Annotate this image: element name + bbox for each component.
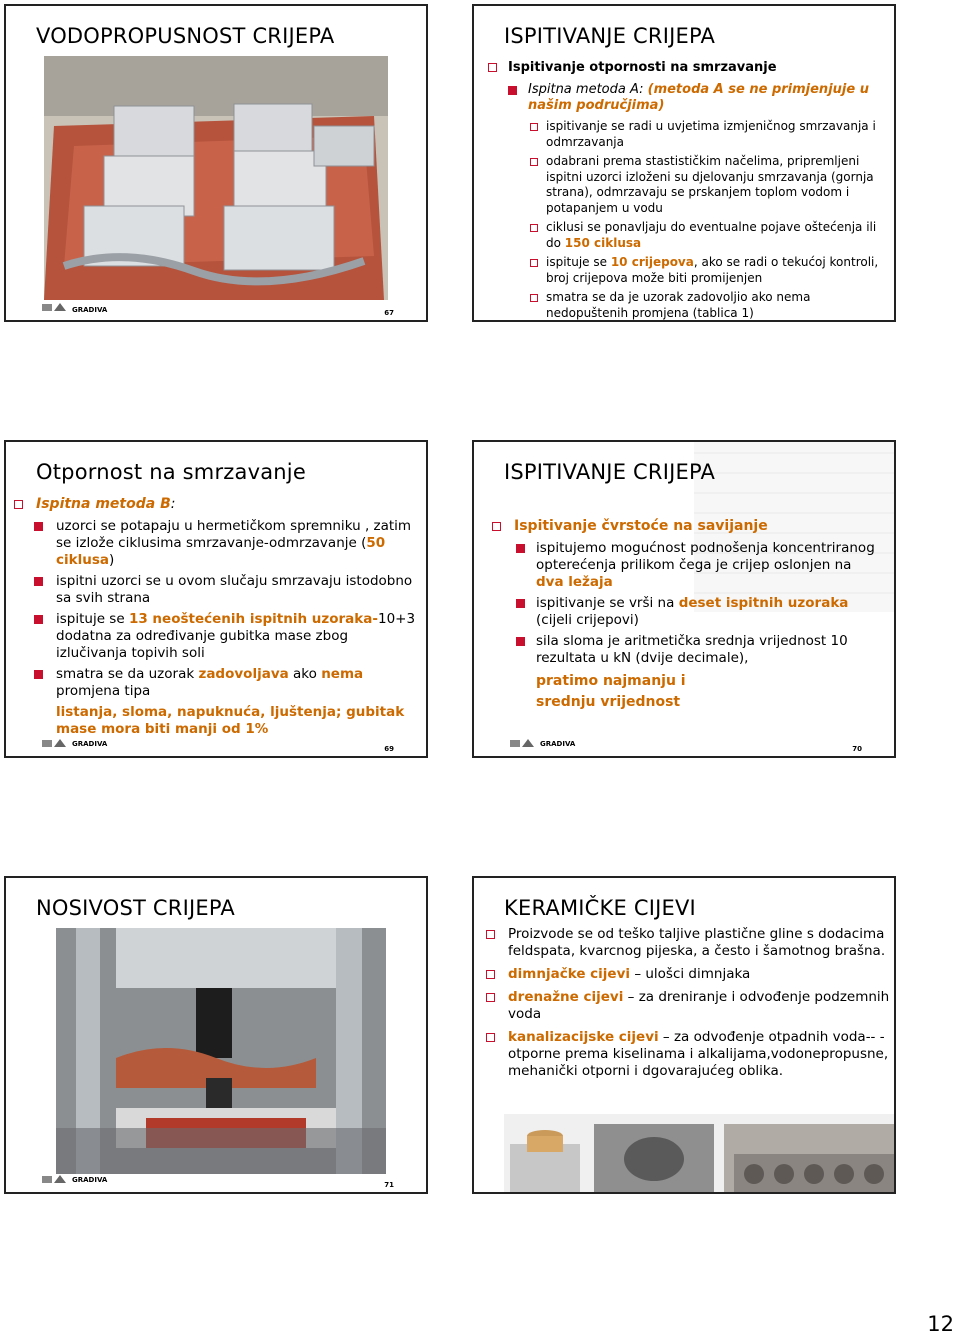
slide-67 bbox=[4, 4, 428, 322]
footer-label: GRADIVA bbox=[72, 1176, 108, 1184]
list-item: kanalizacijske cijevi – za odvođenje otpadnih voda-- -otporne prema kiselinama i alkalijama,vodonepropusne, mehanički otporni i dgovarajućeg oblika. bbox=[486, 1029, 896, 1080]
list-item: ispituje se 13 neoštećenih ispitnih uzoraka-10+3 dodatna za određivanje gubitka mase zbog izlučivanja topivih soli bbox=[34, 611, 419, 662]
list-item: pratimo najmanju i srednju vrijednost bbox=[536, 673, 686, 710]
list-item: Proizvode se od teško taljive plastične gline s dodacima feldspata, kvarcnog pijeska, a često i šamotnog brašna. bbox=[486, 926, 896, 960]
slide-71 bbox=[4, 876, 428, 1194]
list-item: ispitujemo mogućnost podnošenja koncentriranog opterećenja prilikom čega je crijep oslonjen na dva ležaja bbox=[516, 540, 876, 591]
list-item: sila sloma je aritmetička srednja vrijednost 10 rezultata u kN (dvije decimale), bbox=[516, 633, 876, 667]
page-number: 12 bbox=[927, 1312, 954, 1336]
method-b-heading: Ispitna metoda B: bbox=[14, 496, 175, 512]
square-bullet-icon bbox=[516, 637, 525, 646]
slide-title: ISPITIVANJE CRIJEPA bbox=[504, 460, 716, 484]
hollow-bullet-icon bbox=[530, 123, 538, 131]
hollow-bullet-icon bbox=[530, 158, 538, 166]
ceramic-pipes-photo bbox=[504, 1114, 896, 1194]
slide-title: VODOPROPUSNOST CRIJEPA bbox=[36, 24, 335, 48]
method-a-items bbox=[530, 119, 880, 321]
footer-label: GRADIVA bbox=[540, 740, 576, 748]
gradiva-logo-icon bbox=[42, 302, 68, 312]
slide-title: ISPITIVANJE CRIJEPA bbox=[504, 24, 716, 48]
slide-68 bbox=[472, 4, 896, 322]
hollow-bullet-icon bbox=[14, 500, 23, 509]
slide-70 bbox=[472, 440, 896, 758]
bending-strength-heading: Ispitivanje čvrstoće na savijanje bbox=[492, 518, 768, 534]
slide-number: 71 bbox=[384, 1181, 394, 1189]
footer-label: GRADIVA bbox=[72, 306, 108, 314]
ceramic-pipes-items bbox=[486, 926, 896, 1080]
hollow-bullet-icon bbox=[486, 930, 495, 939]
slide-number: 67 bbox=[384, 309, 394, 317]
list-item: smatra se da je uzorak zadovoljio ako nema nedopuštenih promjena (tablica 1) bbox=[530, 290, 880, 321]
square-bullet-icon bbox=[516, 544, 525, 553]
slide-title: KERAMIČKE CIJEVI bbox=[504, 896, 696, 920]
hollow-bullet-icon bbox=[530, 259, 538, 267]
list-item: odabrani prema stastističkim načelima, pripremljeni ispitni uzorci izloženi su djelovanju smrzavanja (gornja strana), odmrzavaju se prskanjem toplom vodom i potapanjem u vodu bbox=[530, 154, 880, 216]
hollow-bullet-icon bbox=[486, 993, 495, 1002]
hollow-bullet-icon bbox=[492, 522, 501, 531]
list-item: ciklusi se ponavljaju do eventualne pojave oštećenja ili do 150 ciklusa bbox=[530, 220, 880, 251]
hollow-bullet-icon bbox=[530, 224, 538, 232]
square-bullet-icon bbox=[34, 615, 43, 624]
hollow-bullet-icon bbox=[488, 63, 497, 72]
slide-72 bbox=[472, 876, 896, 1194]
freeze-test-heading: Ispitivanje otpornosti na smrzavanje bbox=[488, 60, 777, 75]
method-a: Ispitna metoda A: (metoda A se ne primjenjuje u našim područjima) bbox=[508, 82, 883, 114]
method-b-items bbox=[34, 518, 419, 738]
gradiva-logo-icon bbox=[42, 738, 68, 748]
slide-69 bbox=[4, 440, 428, 758]
square-bullet-icon bbox=[34, 522, 43, 531]
list-item: drenažne cijevi – za dreniranje i odvođenje podzemnih voda bbox=[486, 989, 896, 1023]
list-item: ispitivanje se radi u uvjetima izmjeničnog smrzavanja i odmrzavanja bbox=[530, 119, 880, 150]
list-item: ispitni uzorci se u ovom slučaju smrzavaju istodobno sa svih strana bbox=[34, 573, 419, 607]
footer-label: GRADIVA bbox=[72, 740, 108, 748]
slide-title: Otpornost na smrzavanje bbox=[36, 460, 306, 484]
square-bullet-icon bbox=[34, 670, 43, 679]
list-item: smatra se da uzorak zadovoljava ako nema promjena tipa bbox=[34, 666, 419, 700]
list-item: listanja, sloma, napuknuća, ljuštenja; gubitak mase mora biti manji od 1% bbox=[56, 704, 405, 737]
gradiva-logo-icon bbox=[42, 1174, 68, 1184]
slide-number: 69 bbox=[384, 745, 394, 753]
slide-number: 70 bbox=[852, 745, 862, 753]
tile-freeze-test-photo bbox=[44, 56, 388, 300]
list-item: uzorci se potapaju u hermetičkom spremniku , zatim se izlože ciklusima smrzavanje-odmrzavanje (50 ciklusa) bbox=[34, 518, 419, 569]
hollow-bullet-icon bbox=[486, 1033, 495, 1042]
hollow-bullet-icon bbox=[530, 294, 538, 302]
list-item: dimnjačke cijevi – ulošci dimnjaka bbox=[486, 966, 896, 983]
slide-title: NOSIVOST CRIJEPA bbox=[36, 896, 235, 920]
list-item: ispituje se 10 crijepova, ako se radi o tekućoj kontroli, broj crijepova može biti promijenjen bbox=[530, 255, 880, 286]
square-bullet-icon bbox=[508, 86, 517, 95]
list-item: ispitivanje se vrši na deset ispitnih uzoraka (cijeli crijepovi) bbox=[516, 595, 876, 629]
gradiva-logo-icon bbox=[510, 738, 536, 748]
bending-items bbox=[516, 540, 876, 713]
hollow-bullet-icon bbox=[486, 970, 495, 979]
tile-load-test-photo bbox=[56, 928, 386, 1174]
square-bullet-icon bbox=[516, 599, 525, 608]
square-bullet-icon bbox=[34, 577, 43, 586]
